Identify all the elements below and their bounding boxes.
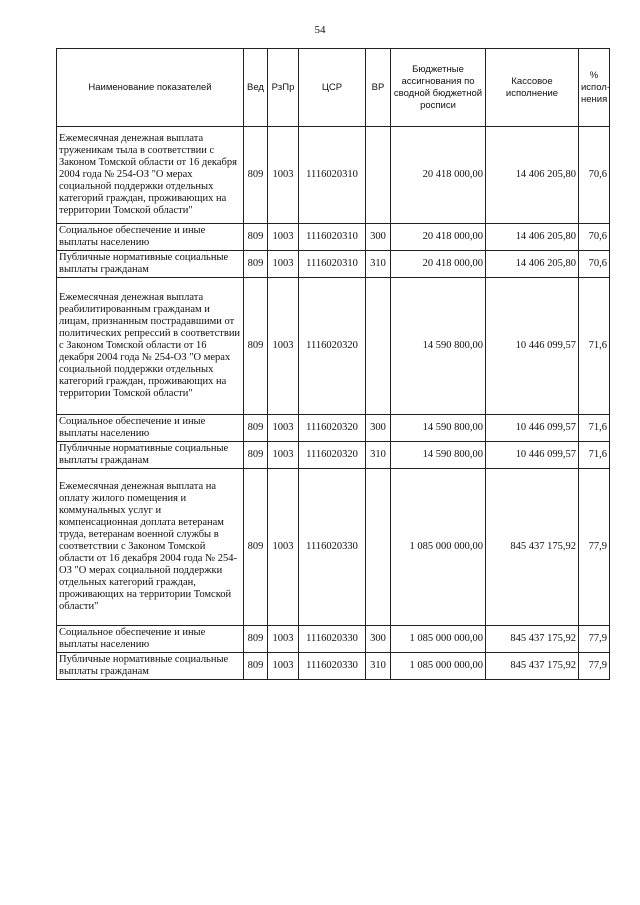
row-csr: 1116020320: [299, 442, 366, 469]
row-vr: [366, 278, 391, 415]
header-row: [57, 49, 610, 127]
row-rzpr: 1003: [268, 278, 299, 415]
row-ved: 809: [244, 224, 268, 251]
row-name: Публичные нормативные социальные выплаты гражданам: [57, 653, 244, 680]
budget-execution-table: [56, 48, 610, 680]
table-body: [57, 127, 610, 680]
row-name: Публичные нормативные социальные выплаты гражданам: [57, 442, 244, 469]
row-vr: 310: [366, 251, 391, 278]
table-row: [57, 278, 610, 415]
row-csr: 1116020330: [299, 626, 366, 653]
row-pct: 77,9: [579, 626, 610, 653]
row-csr: 1116020330: [299, 469, 366, 626]
row-vr: [366, 469, 391, 626]
row-pct: 70,6: [579, 251, 610, 278]
row-rzpr: 1003: [268, 415, 299, 442]
row-cash: 14 406 205,80: [486, 127, 579, 224]
row-cash: 14 406 205,80: [486, 251, 579, 278]
header-budget: Бюджетные ассигнования по сводной бюджетной росписи: [391, 49, 486, 127]
table-row: [57, 442, 610, 469]
header-cash: Кассовое исполнение: [486, 49, 579, 127]
row-csr: 1116020310: [299, 127, 366, 224]
row-cash: 845 437 175,92: [486, 653, 579, 680]
row-rzpr: 1003: [268, 224, 299, 251]
row-csr: 1116020310: [299, 224, 366, 251]
row-budget: 1 085 000 000,00: [391, 653, 486, 680]
row-vr: 300: [366, 626, 391, 653]
row-ved: 809: [244, 469, 268, 626]
row-cash: 10 446 099,57: [486, 442, 579, 469]
header-name: Наименование показателей: [57, 49, 244, 127]
row-budget: 20 418 000,00: [391, 224, 486, 251]
row-name: Социальное обеспечение и иные выплаты населению: [57, 224, 244, 251]
table-row: [57, 626, 610, 653]
header-csr: ЦСР: [299, 49, 366, 127]
row-ved: 809: [244, 653, 268, 680]
row-rzpr: 1003: [268, 626, 299, 653]
row-ved: 809: [244, 442, 268, 469]
page-number: 54: [314, 24, 326, 36]
row-vr: 310: [366, 442, 391, 469]
row-vr: [366, 127, 391, 224]
header-ved: Вед: [244, 49, 268, 127]
row-name: Социальное обеспечение и иные выплаты населению: [57, 415, 244, 442]
table-row: [57, 127, 610, 224]
row-cash: 845 437 175,92: [486, 469, 579, 626]
row-rzpr: 1003: [268, 469, 299, 626]
row-pct: 77,9: [579, 653, 610, 680]
row-pct: 71,6: [579, 442, 610, 469]
row-pct: 70,6: [579, 224, 610, 251]
row-cash: 845 437 175,92: [486, 626, 579, 653]
row-cash: 10 446 099,57: [486, 415, 579, 442]
row-name: Ежемесячная денежная выплата реабилитированным гражданам и лицам, признанным пострадавшими от политических репрессий в соответствии с Законом Томской области от 16 декабря 2004 года № 254-ОЗ "О мерах социальной поддержки отдельных категорий граждан, проживающих на территории Томской области": [57, 278, 244, 415]
row-ved: 809: [244, 251, 268, 278]
row-rzpr: 1003: [268, 127, 299, 224]
row-csr: 1116020320: [299, 278, 366, 415]
row-pct: 77,9: [579, 469, 610, 626]
row-budget: 14 590 800,00: [391, 278, 486, 415]
row-budget: 1 085 000 000,00: [391, 469, 486, 626]
table-row: [57, 415, 610, 442]
row-vr: 310: [366, 653, 391, 680]
row-vr: 300: [366, 415, 391, 442]
row-vr: 300: [366, 224, 391, 251]
row-cash: 14 406 205,80: [486, 224, 579, 251]
row-ved: 809: [244, 415, 268, 442]
row-name: Социальное обеспечение и иные выплаты населению: [57, 626, 244, 653]
row-budget: 1 085 000 000,00: [391, 626, 486, 653]
row-csr: 1116020330: [299, 653, 366, 680]
table-row: [57, 224, 610, 251]
row-rzpr: 1003: [268, 442, 299, 469]
row-pct: 71,6: [579, 415, 610, 442]
row-rzpr: 1003: [268, 251, 299, 278]
row-ved: 809: [244, 278, 268, 415]
row-pct: 71,6: [579, 278, 610, 415]
row-budget: 20 418 000,00: [391, 127, 486, 224]
header-rzpr: РзПр: [268, 49, 299, 127]
row-budget: 20 418 000,00: [391, 251, 486, 278]
row-name: Ежемесячная денежная выплата на оплату жилого помещения и коммунальных услуг и компенсационная доплата ветеранам труда, ветеранам военной службы в соответствии с Законом Томской области от 16 декабря 2004 года № 254-ОЗ "О мерах социальной поддержки отдельных категорий граждан, проживающих на территории Томской области": [57, 469, 244, 626]
row-cash: 10 446 099,57: [486, 278, 579, 415]
row-rzpr: 1003: [268, 653, 299, 680]
row-csr: 1116020320: [299, 415, 366, 442]
header-vr: ВР: [366, 49, 391, 127]
header-pct: % испол-нения: [579, 49, 610, 127]
row-csr: 1116020310: [299, 251, 366, 278]
table-row: [57, 251, 610, 278]
row-ved: 809: [244, 127, 268, 224]
row-budget: 14 590 800,00: [391, 415, 486, 442]
table-row: [57, 469, 610, 626]
row-budget: 14 590 800,00: [391, 442, 486, 469]
row-name: Публичные нормативные социальные выплаты гражданам: [57, 251, 244, 278]
row-name: Ежемесячная денежная выплата труженикам тыла в соответствии с Законом Томской области от 16 декабря 2004 года № 254-ОЗ "О мерах социальной поддержки отдельных категорий граждан, проживающих на территории Томской области": [57, 127, 244, 224]
row-pct: 70,6: [579, 127, 610, 224]
table-row: [57, 653, 610, 680]
row-ved: 809: [244, 626, 268, 653]
